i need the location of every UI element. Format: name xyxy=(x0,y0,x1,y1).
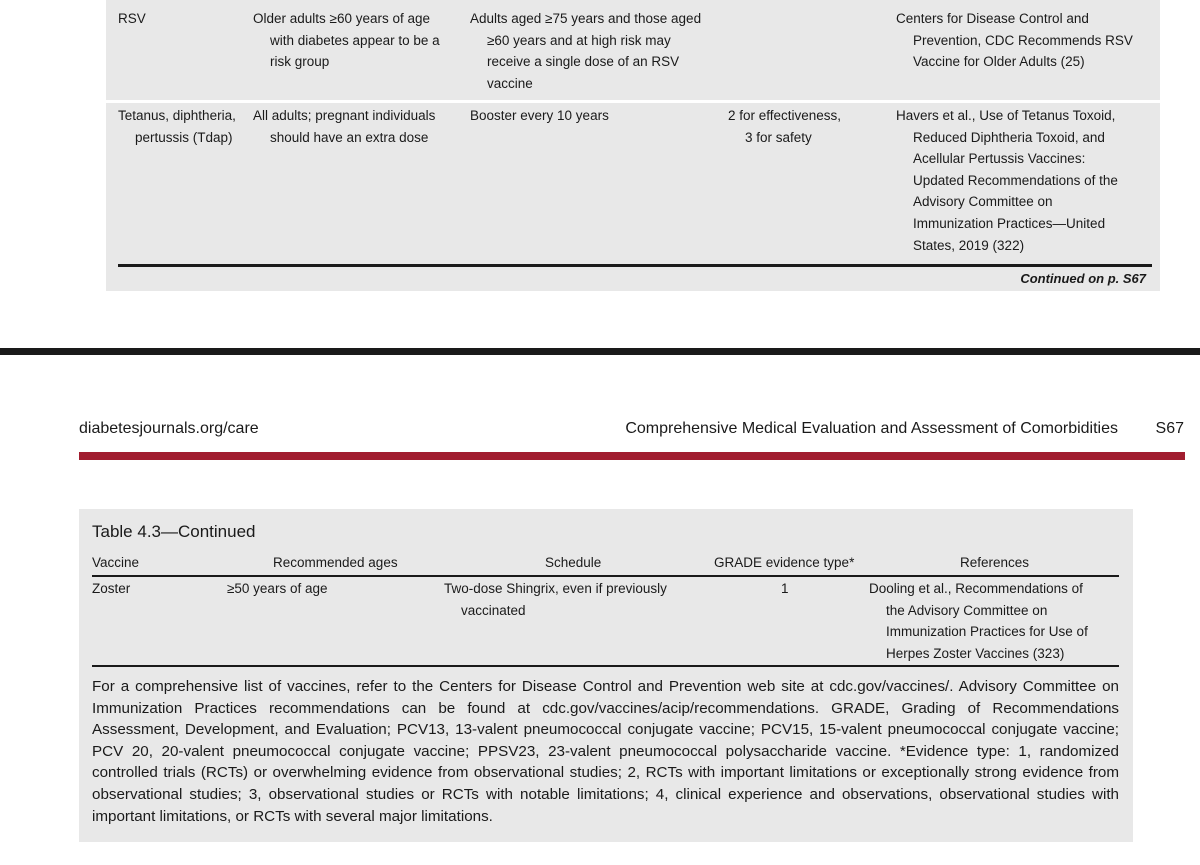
continued-note: Continued on p. S67 xyxy=(1020,271,1146,286)
cell-line: Immunization Practices for Use of xyxy=(886,624,1088,640)
column-header-references: References xyxy=(960,555,1030,570)
tdap-ages-cell xyxy=(253,105,468,148)
table-title: Table 4.3—Continued xyxy=(92,522,256,541)
cell-line: 1 xyxy=(781,581,789,596)
table-bottom-rule xyxy=(92,665,1119,667)
cell-line: Zoster xyxy=(92,581,131,596)
cell-line: Updated Recommendations of the xyxy=(913,172,1118,188)
header-rule xyxy=(79,452,1185,460)
table-panel xyxy=(79,509,1133,842)
cell-line: Older adults ≥60 years of age xyxy=(253,11,431,26)
rsv-schedule-cell xyxy=(470,8,740,94)
table-footnote: For a comprehensive list of vaccines, refer to the Centers for Disease Control and Prevention web site at cdc.gov/vaccines/. Advisory Committee on Immunization Practices recommendations can be found at cdc.gov/vaccines/acip/recommendations. GRADE, Grading of Recommendations Assessment, Development, and Evaluation; PCV13, 13-valent pneumococcal conjugate vaccine; PCV15, 15-valent pneumococcal conjugate vaccine; PCV 20, 20-valent pneumococcal conjugate vaccine; PPSV23, 23-valent pneumococcal polysaccharide vaccine. *Evidence type: 1, randomized controlled trials (RCTs) or overwhelming evidence from observational studies; 2, RCTs with important limitations or exceptionally strong evidence from observational studies; 3, observational studies or RCTs with notable limitations; 4, clinical experience and observations, observational studies with important limitations, or RCTs with several major limitations. xyxy=(92,678,1119,825)
cell-line: vaccine xyxy=(487,75,533,91)
zoster-ages-cell xyxy=(227,578,427,600)
cell-line: risk group xyxy=(270,54,330,70)
cell-line: ≥60 years and at high risk may xyxy=(487,32,671,48)
cell-line: Booster every 10 years xyxy=(470,108,609,123)
section-title: Comprehensive Medical Evaluation and Assessment of Comorbidities xyxy=(625,420,1118,437)
zoster-schedule-cell xyxy=(444,578,704,621)
cell-line: Acellular Pertussis Vaccines: xyxy=(913,151,1086,167)
tdap-vaccine-cell xyxy=(118,105,258,148)
column-header-grade: GRADE evidence type* xyxy=(714,555,855,570)
cell-line: receive a single dose of an RSV xyxy=(487,54,680,70)
cell-line: Centers for Disease Control and xyxy=(896,11,1089,26)
cell-line: All adults; pregnant individuals xyxy=(253,108,436,123)
cell-line: 3 for safety xyxy=(745,129,812,145)
cell-line: vaccinated xyxy=(461,602,526,618)
tdap-schedule-cell xyxy=(470,105,740,127)
cell-line: Adults aged ≥75 years and those aged xyxy=(470,11,702,26)
cell-line: Dooling et al., Recommendations of xyxy=(869,581,1083,596)
page-break-bar xyxy=(0,348,1200,355)
zoster-grade-cell xyxy=(781,578,801,600)
tdap-grade-cell xyxy=(728,105,898,148)
cell-line: with diabetes appear to be a xyxy=(270,32,440,48)
journal-site-link[interactable]: diabetesjournals.org/care xyxy=(79,420,259,437)
cell-line: ≥50 years of age xyxy=(227,581,328,596)
rsv-vaccine-cell xyxy=(118,8,248,30)
previous-table-panel xyxy=(106,0,1160,291)
cell-line: States, 2019 (322) xyxy=(913,237,1025,253)
cell-line: Prevention, CDC Recommends RSV xyxy=(913,32,1133,48)
cell-line: Havers et al., Use of Tetanus Toxoid, xyxy=(896,108,1116,123)
column-header-ages: Recommended ages xyxy=(273,555,398,570)
cell-line: pertussis (Tdap) xyxy=(135,129,233,145)
cell-line: Immunization Practices—United xyxy=(913,215,1106,231)
cell-line: should have an extra dose xyxy=(270,129,429,145)
zoster-vaccine-cell xyxy=(92,578,212,600)
page-number: S67 xyxy=(1155,420,1184,437)
table-bottom-rule xyxy=(118,264,1152,267)
cell-line: Herpes Zoster Vaccines (323) xyxy=(886,645,1065,661)
cell-line: Advisory Committee on xyxy=(913,194,1053,210)
cell-line: 2 for effectiveness, xyxy=(728,108,842,123)
column-header-vaccine: Vaccine xyxy=(92,555,140,570)
cell-line: Reduced Diphtheria Toxoid, and xyxy=(913,129,1105,145)
cell-line: RSV xyxy=(118,11,146,26)
column-header-schedule: Schedule xyxy=(545,555,602,570)
zoster-references-cell xyxy=(869,578,1119,664)
row-divider xyxy=(106,100,1160,103)
column-header-rule xyxy=(92,575,1119,577)
cell-line: Vaccine for Older Adults (25) xyxy=(913,54,1085,70)
cell-line: Tetanus, diphtheria, xyxy=(118,108,236,123)
cell-line: the Advisory Committee on xyxy=(886,602,1048,618)
rsv-references-cell xyxy=(896,8,1158,73)
cell-line: Two-dose Shingrix, even if previously xyxy=(444,581,667,596)
rsv-ages-cell xyxy=(253,8,468,73)
tdap-references-cell xyxy=(896,105,1158,256)
